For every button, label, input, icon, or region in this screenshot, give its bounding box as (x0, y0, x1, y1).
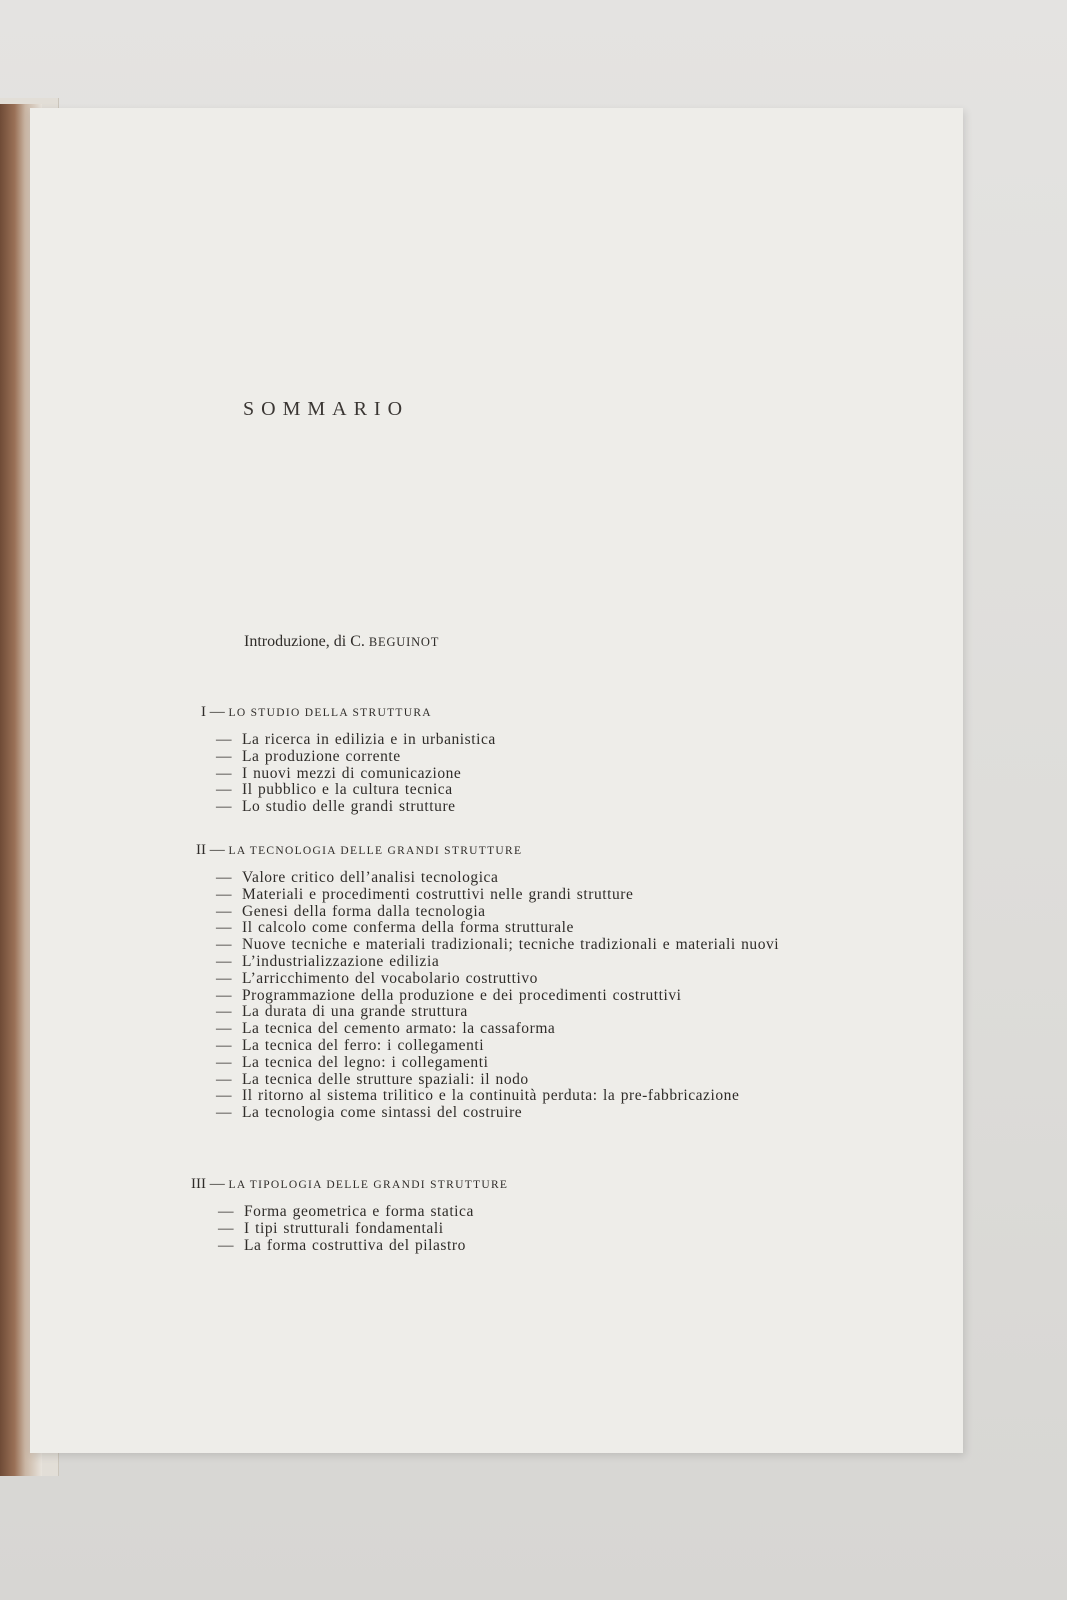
list-item (216, 988, 796, 1005)
section-1-list (216, 732, 776, 816)
item-text: Il calcolo come conferma della forma strutturale (242, 919, 574, 937)
list-item (216, 1038, 796, 1055)
item-dash: — (216, 969, 232, 987)
list-item (218, 1238, 778, 1255)
item-dash: — (218, 1219, 234, 1237)
item-dash: — (216, 731, 232, 748)
list-item (216, 954, 796, 971)
section-title: LO STUDIO DELLA STRUTTURA (228, 707, 432, 719)
section-numeral: I (201, 704, 206, 720)
section-numeral: III (191, 1176, 206, 1192)
item-text: Forma geometrica e forma statica (244, 1203, 474, 1220)
item-text: La forma costruttiva del pilastro (244, 1236, 466, 1254)
section-3-heading (191, 1176, 508, 1193)
introduction-entry (244, 633, 439, 651)
item-text: Materiali e procedimenti costruttivi nelle grandi strutture (242, 885, 634, 903)
item-text: Il pubblico e la cultura tecnica (242, 781, 453, 799)
item-dash: — (216, 1104, 232, 1122)
item-text: I nuovi mezzi di comunicazione (242, 764, 462, 782)
item-dash: — (216, 1070, 232, 1088)
section-2-heading (196, 842, 522, 859)
list-item (216, 1105, 796, 1122)
item-text: Programmazione della produzione e dei procedimenti costruttivi (242, 986, 682, 1004)
list-item (218, 1204, 778, 1221)
list-item (216, 799, 776, 816)
item-text: I tipi strutturali fondamentali (244, 1219, 444, 1237)
list-item (218, 1221, 778, 1238)
list-item (216, 1055, 796, 1072)
list-item (216, 766, 776, 783)
list-item (216, 1088, 796, 1105)
item-dash: — (216, 1053, 232, 1071)
item-text: La tecnica del ferro: i collegamenti (242, 1036, 485, 1054)
item-text: La durata di una grande struttura (242, 1003, 468, 1021)
section-dash: — (209, 1176, 225, 1192)
item-dash: — (218, 1236, 234, 1254)
item-dash: — (216, 798, 232, 816)
item-dash: — (216, 936, 232, 954)
item-text: La tecnologia come sintassi del costruire (242, 1104, 523, 1122)
item-dash: — (216, 747, 232, 765)
item-dash: — (216, 986, 232, 1004)
list-item (216, 1021, 796, 1038)
list-item (216, 782, 776, 799)
item-text: La tecnica del legno: i collegamenti (242, 1053, 489, 1071)
item-text: Nuove tecniche e materiali tradizionali; tecniche tradizionali e materiali nuovi (242, 936, 780, 954)
page-title: SOMMARIO (243, 398, 410, 420)
item-dash: — (216, 885, 232, 903)
item-text: La ricerca in edilizia e in urbanistica (242, 731, 496, 748)
list-item (216, 749, 776, 766)
section-title: LA TECNOLOGIA DELLE GRANDI STRUTTURE (228, 845, 523, 857)
item-text: Lo studio delle grandi strutture (242, 798, 456, 816)
list-item (216, 870, 796, 887)
section-dash: — (209, 842, 225, 858)
item-dash: — (216, 1020, 232, 1038)
list-item (216, 732, 776, 749)
item-dash: — (216, 1003, 232, 1021)
section-3-list (218, 1204, 778, 1254)
list-item (216, 1004, 796, 1021)
introduction-label: Introduzione, di C. (244, 633, 369, 650)
item-dash: — (216, 919, 232, 937)
item-text: Valore critico dell’analisi tecnologica (242, 869, 499, 886)
item-dash: — (218, 1203, 234, 1220)
section-dash: — (209, 704, 225, 720)
list-item (216, 920, 796, 937)
item-text: La tecnica del cemento armato: la cassaforma (242, 1020, 556, 1038)
item-text: La produzione corrente (242, 747, 401, 765)
item-dash: — (216, 764, 232, 782)
list-item (216, 887, 796, 904)
book-page (30, 108, 963, 1453)
item-text: La tecnica delle strutture spaziali: il nodo (242, 1070, 529, 1088)
item-text: L’industrializzazione edilizia (242, 952, 440, 970)
item-dash: — (216, 902, 232, 920)
section-1-heading (201, 704, 432, 721)
item-dash: — (216, 952, 232, 970)
item-dash: — (216, 869, 232, 886)
item-dash: — (216, 1036, 232, 1054)
section-title: LA TIPOLOGIA DELLE GRANDI STRUTTURE (228, 1179, 509, 1191)
list-item (216, 971, 796, 988)
list-item (216, 904, 796, 921)
item-text: Genesi della forma dalla tecnologia (242, 902, 486, 920)
item-dash: — (216, 781, 232, 799)
list-item (216, 937, 796, 954)
item-dash: — (216, 1087, 232, 1105)
section-numeral: II (196, 842, 206, 858)
list-item (216, 1072, 796, 1089)
item-text: Il ritorno al sistema trilitico e la continuità perduta: la pre-fabbricazione (242, 1087, 740, 1105)
item-text: L’arricchimento del vocabolario costruttivo (242, 969, 538, 987)
introduction-author: BEGUINOT (368, 635, 440, 649)
section-2-list (216, 870, 796, 1122)
